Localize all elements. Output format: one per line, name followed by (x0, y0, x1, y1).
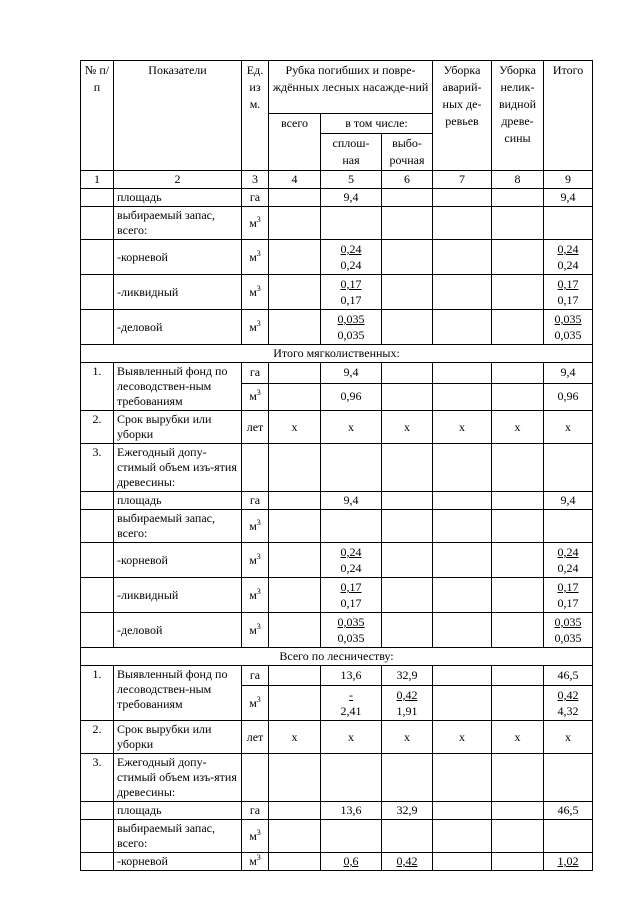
table-cell (269, 510, 321, 543)
cell-text: 0,42 (396, 688, 418, 702)
table-cell (382, 363, 433, 384)
cell-text: 3 (256, 248, 261, 258)
header-unit: Ед. из м. (242, 61, 269, 171)
cell-text: 0,24 (557, 561, 579, 575)
cell-text: 0,17 (340, 596, 362, 610)
table-cell: х (433, 721, 492, 754)
table-cell (433, 510, 492, 543)
table-cell: 3. (81, 754, 114, 802)
row-label: -деловой (114, 310, 242, 345)
cell-text: 3 (256, 214, 261, 224)
table-cell (242, 310, 269, 345)
cell-text: 3 (256, 283, 261, 293)
table-cell (242, 613, 269, 648)
table-cell (382, 310, 433, 345)
col-number: 3 (242, 171, 269, 189)
table-cell: -деловой (114, 613, 242, 648)
cell-text: 3 (256, 517, 261, 527)
cell-text: 0,035 (337, 631, 365, 645)
table-cell: -ликвидный (114, 578, 242, 613)
table-cell (269, 383, 321, 410)
table-cell (492, 686, 544, 721)
table-cell (81, 853, 114, 871)
table-cell (544, 853, 593, 871)
table-cell (321, 578, 382, 613)
table-cell (492, 444, 544, 492)
table-cell: 1. (81, 363, 114, 411)
table-cell (433, 666, 492, 686)
table-cell: х (492, 721, 544, 754)
cell-text: м (249, 695, 257, 710)
table-cell (544, 578, 593, 613)
table-cell (433, 207, 492, 240)
table-cell (269, 613, 321, 648)
table-cell (492, 820, 544, 853)
cell-text: 0,17 (557, 277, 579, 291)
table-cell: 2. (81, 721, 114, 754)
header-emergency: Уборка аварий-ных де-ревьев (433, 61, 492, 171)
table-cell: га (242, 492, 269, 510)
table-cell (382, 383, 433, 410)
cell-text: 3 (256, 827, 261, 837)
table-cell: -корневой (114, 853, 242, 871)
cell-text: м (249, 828, 257, 843)
table-cell (321, 613, 382, 648)
cell-text: 3 (256, 853, 261, 862)
table-cell (544, 207, 593, 240)
table-cell (242, 444, 269, 492)
table-cell (382, 492, 433, 510)
table-cell: х (269, 411, 321, 444)
cell-text: 0,42 (396, 854, 418, 868)
cell-text: 0,035 (554, 312, 582, 326)
table-cell: х (492, 411, 544, 444)
table-cell (242, 578, 269, 613)
table-cell (269, 240, 321, 275)
table-cell (382, 578, 433, 613)
cell-text: 1,91 (396, 704, 418, 718)
table-cell (81, 275, 114, 310)
table-cell: 3. (81, 444, 114, 492)
table-cell (269, 444, 321, 492)
table-cell (242, 207, 269, 240)
table-cell: 46,5 (544, 802, 593, 820)
col-number: 4 (269, 171, 321, 189)
cell-text: м (249, 319, 257, 334)
row-label: -ликвидный (114, 275, 242, 310)
table-cell (433, 444, 492, 492)
table-cell: х (269, 721, 321, 754)
value: 9,4 (544, 189, 593, 207)
table-cell: Срок вырубки или уборки (114, 721, 242, 754)
cell-text: 0,24 (557, 258, 579, 272)
cell-text: 0,035 (337, 615, 365, 629)
table-cell: 2. (81, 411, 114, 444)
table-cell: площадь (114, 802, 242, 820)
value-fraction (544, 275, 593, 310)
table-cell (269, 310, 321, 345)
table-cell (242, 754, 269, 802)
table-cell (81, 510, 114, 543)
table-cell (81, 802, 114, 820)
table-cell: Ежегодный допу-стимый объем изъ-ятия древесины: (114, 754, 242, 802)
cell-text: 0,17 (340, 277, 362, 291)
cell-text: 0,24 (340, 545, 362, 559)
cell-text: 0,17 (557, 580, 579, 594)
cell-text: 0,42 (557, 688, 579, 702)
table-cell (242, 853, 269, 871)
col-number: 8 (492, 171, 544, 189)
header-selective: выбо-рочная (382, 134, 433, 171)
table-cell (492, 207, 544, 240)
value-fraction (321, 275, 382, 310)
cell-text: 4,32 (557, 704, 579, 718)
cell-text: 3 (256, 586, 261, 596)
table-cell (242, 686, 269, 721)
table-cell (492, 578, 544, 613)
col-number: 9 (544, 171, 593, 189)
table-cell (433, 543, 492, 578)
table-cell (544, 820, 593, 853)
cell-text: 0,17 (340, 293, 362, 307)
table-cell (382, 754, 433, 802)
cell-text: 1,02 (557, 854, 579, 868)
table-cell: х (382, 411, 433, 444)
table-cell: Выявленный фонд по лесоводствен-ным требованиям (114, 666, 242, 721)
cell-text: - (349, 688, 353, 702)
table-cell (321, 543, 382, 578)
row-label: площадь (114, 189, 242, 207)
table-cell (269, 820, 321, 853)
table-cell (382, 510, 433, 543)
section-all-title: Всего по лесничеству: (81, 648, 593, 666)
header-indicators: Показатели (114, 61, 242, 171)
table-cell (433, 383, 492, 410)
cell-text: 0,24 (340, 258, 362, 272)
table-cell (492, 666, 544, 686)
cell-text: 0,17 (340, 580, 362, 594)
cell-text: 0,24 (340, 561, 362, 575)
table-cell: 32,9 (382, 666, 433, 686)
table-cell (492, 383, 544, 410)
table-cell: лет (242, 721, 269, 754)
table-cell: выбираемый запас, всего: (114, 820, 242, 853)
table-cell (269, 207, 321, 240)
table-cell: 13,6 (321, 802, 382, 820)
table-cell (269, 686, 321, 721)
table-cell (492, 754, 544, 802)
table-cell (242, 510, 269, 543)
table-cell (544, 543, 593, 578)
table-cell (492, 363, 544, 384)
table-cell (269, 275, 321, 310)
cell-text: 0,17 (557, 596, 579, 610)
table-cell (242, 240, 269, 275)
cell-text: 0,6 (343, 854, 359, 868)
cell-text: м (249, 622, 257, 637)
table-cell (269, 802, 321, 820)
table-cell (382, 543, 433, 578)
cell-text: 3 (256, 318, 261, 328)
cell-text: 3 (256, 388, 261, 398)
table-cell (321, 207, 382, 240)
table-cell: х (321, 411, 382, 444)
table-cell (269, 754, 321, 802)
table-cell (544, 686, 593, 721)
table-cell (81, 820, 114, 853)
col-number: 6 (382, 171, 433, 189)
table-cell (81, 613, 114, 648)
value-fraction (544, 310, 593, 345)
table-cell (382, 853, 433, 871)
header-including: в том числе: (321, 114, 433, 134)
table-cell (544, 754, 593, 802)
table-cell: лет (242, 411, 269, 444)
cell-text: 0,24 (340, 242, 362, 256)
table-cell: 9,4 (544, 492, 593, 510)
row-label: -корневой (114, 240, 242, 275)
header-nonliquid: Уборка нелик-видной древе-сины (492, 61, 544, 171)
table-cell (492, 275, 544, 310)
table-cell (492, 853, 544, 871)
cell-text: 0,035 (554, 631, 582, 645)
table-cell (433, 853, 492, 871)
table-cell (492, 189, 544, 207)
table-cell: 13,6 (321, 666, 382, 686)
table-cell (433, 613, 492, 648)
table-cell (242, 275, 269, 310)
table-cell: га (242, 363, 269, 384)
table-cell (81, 578, 114, 613)
table-cell (544, 613, 593, 648)
table-cell: х (382, 721, 433, 754)
row-label: Ежегодный допу-стимый объем изъ-ятия древесины: (114, 444, 242, 492)
table-cell: х (433, 411, 492, 444)
table-cell (321, 444, 382, 492)
table-cell (433, 189, 492, 207)
section-soft-title: Итого мягколиственных: (81, 345, 593, 363)
table-cell (382, 444, 433, 492)
table-cell (242, 383, 269, 410)
table-cell (492, 613, 544, 648)
table-cell (492, 543, 544, 578)
table-cell (382, 240, 433, 275)
table-cell (492, 310, 544, 345)
table-cell (269, 578, 321, 613)
table-cell: 0,96 (544, 383, 593, 410)
cell-text: 0,24 (557, 545, 579, 559)
cell-text: м (249, 249, 257, 264)
table-cell (81, 189, 114, 207)
table-cell (382, 820, 433, 853)
cell-text: 0,035 (554, 615, 582, 629)
table-cell (81, 543, 114, 578)
table-cell (321, 853, 382, 871)
cell-text: м (249, 518, 257, 533)
table-cell (321, 510, 382, 543)
header-clear: сплош-ная (321, 134, 382, 171)
table-cell (269, 492, 321, 510)
col-number: 2 (114, 171, 242, 189)
table-cell: 9,4 (321, 363, 382, 384)
table-cell (321, 686, 382, 721)
value-fraction (321, 310, 382, 345)
table-cell (382, 613, 433, 648)
table-cell (269, 666, 321, 686)
table-cell (382, 275, 433, 310)
table-cell: 1. (81, 666, 114, 721)
table-cell (433, 363, 492, 384)
cell-text: 2,41 (340, 704, 362, 718)
row-label: выбираемый запас, всего: (114, 207, 242, 240)
table-cell (321, 820, 382, 853)
table-cell: -корневой (114, 543, 242, 578)
cell-text: 0,035 (554, 328, 582, 342)
table-cell: га (242, 802, 269, 820)
table-cell (433, 820, 492, 853)
table-cell (269, 543, 321, 578)
table-cell (433, 754, 492, 802)
value-fraction (544, 240, 593, 275)
table-cell: площадь (114, 492, 242, 510)
cell-text: 0,24 (557, 242, 579, 256)
table-cell (433, 686, 492, 721)
value-fraction (321, 240, 382, 275)
cell-text: 3 (256, 621, 261, 631)
cell-text: 0,035 (337, 328, 365, 342)
table-cell: х (544, 411, 593, 444)
table-cell: 0,96 (321, 383, 382, 410)
cell-text: 0,17 (557, 293, 579, 307)
forestry-table (80, 60, 593, 871)
table-cell (433, 275, 492, 310)
cell-text: 0,035 (337, 312, 365, 326)
table-cell (382, 686, 433, 721)
table-cell (492, 802, 544, 820)
table-cell (433, 578, 492, 613)
header-felling: Рубка погибших и повре-ждённых лесных насажде-ний (269, 61, 433, 114)
header-total-all: всего (269, 114, 321, 171)
table-cell (433, 492, 492, 510)
header-total: Итого (544, 61, 593, 171)
table-cell (433, 240, 492, 275)
table-cell (544, 444, 593, 492)
col-number: 1 (81, 171, 114, 189)
cell-text: м (249, 389, 257, 404)
table-cell (433, 310, 492, 345)
cell-text: м (249, 215, 257, 230)
table-cell (492, 492, 544, 510)
table-cell (544, 510, 593, 543)
table-cell: га (242, 666, 269, 686)
table-cell (242, 543, 269, 578)
table-cell (382, 189, 433, 207)
table-cell (492, 510, 544, 543)
table-cell (492, 240, 544, 275)
table-cell: 46,5 (544, 666, 593, 686)
table-cell: 9,4 (321, 492, 382, 510)
value: 9,4 (321, 189, 382, 207)
table-cell (81, 240, 114, 275)
row-label: Срок вырубки или уборки (114, 411, 242, 444)
table-cell: х (321, 721, 382, 754)
table-cell (269, 189, 321, 207)
table-cell (242, 820, 269, 853)
table-cell (81, 207, 114, 240)
table-cell (269, 363, 321, 384)
table-cell (433, 802, 492, 820)
cell-text: м (249, 587, 257, 602)
row-label: Выявленный фонд по лесоводствен-ным требованиям (114, 363, 242, 411)
table-cell: выбираемый запас, всего: (114, 510, 242, 543)
table-cell (321, 754, 382, 802)
table-cell (382, 207, 433, 240)
table-cell (81, 492, 114, 510)
cell-text: м (249, 552, 257, 567)
table-cell: 32,9 (382, 802, 433, 820)
col-number: 5 (321, 171, 382, 189)
table-cell (81, 310, 114, 345)
cell-text: 3 (256, 694, 261, 704)
col-number: 7 (433, 171, 492, 189)
cell-text: м (249, 854, 257, 868)
cell-text: м (249, 284, 257, 299)
table-cell: 9,4 (544, 363, 593, 384)
unit: га (242, 189, 269, 207)
header-num: № п/п (81, 61, 114, 171)
cell-text: 3 (256, 551, 261, 561)
table-cell: х (544, 721, 593, 754)
table-cell (269, 853, 321, 871)
